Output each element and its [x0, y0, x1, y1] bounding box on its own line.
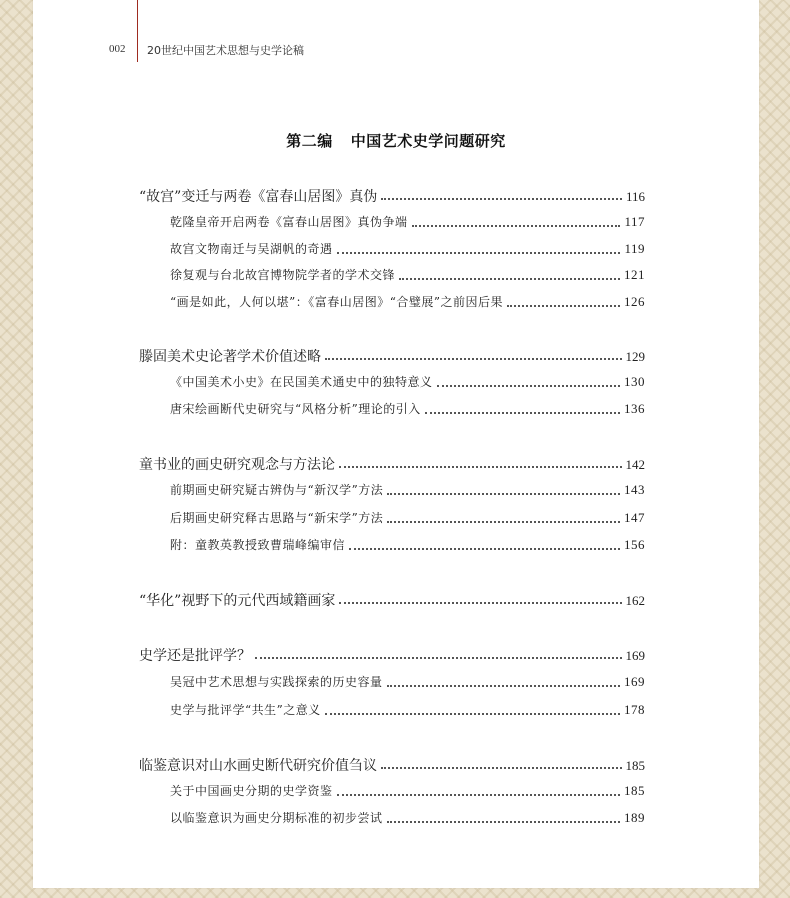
toc-section-title: 唐宋绘画断代史研究与“风格分析”理论的引入 — [170, 402, 421, 416]
toc-page-number: 136 — [624, 401, 645, 416]
toc-chapter-title: “故宫”变迁与两卷《富春山居图》真伪 — [139, 189, 378, 205]
leader-dots — [339, 601, 621, 604]
toc-page-number: 143 — [624, 482, 645, 497]
toc-section-title: 史学与批评学“共生”之意义 — [170, 703, 321, 717]
toc-page-number: 162 — [625, 593, 645, 608]
leader-dots — [325, 712, 620, 715]
toc-section[interactable] — [170, 240, 645, 258]
toc-section[interactable] — [170, 509, 645, 527]
leader-dots — [387, 820, 620, 823]
toc-page-number: 116 — [625, 189, 645, 204]
toc-section-title: “画是如此，人何以堪”：《富春山居图》“合璧展”之前因后果 — [170, 295, 504, 309]
toc-section[interactable] — [170, 373, 645, 391]
toc-page-number: 129 — [625, 349, 645, 364]
toc-chapter[interactable] — [139, 645, 645, 663]
leader-dots — [255, 656, 622, 659]
toc-section-title: 前期画史研究疑古辨伪与“新汉学”方法 — [170, 483, 384, 497]
toc-section-title: 关于中国画史分期的史学资鉴 — [170, 784, 333, 798]
toc-page-number: 142 — [625, 457, 645, 472]
leader-dots — [387, 520, 620, 523]
toc-section-title: 以临鉴意识为画史分期标准的初步尝试 — [170, 811, 383, 825]
toc-section[interactable] — [170, 673, 645, 691]
part-title: 中国艺术史学问题研究 — [350, 132, 506, 150]
toc-chapter-title: 史学还是批评学？ — [139, 648, 251, 664]
toc-chapter[interactable] — [139, 755, 645, 773]
header-page-number: 002 — [109, 43, 126, 55]
toc-chapter-title: 临鉴意识对山水画史断代研究价值刍议 — [139, 758, 377, 774]
toc-page-number: 185 — [625, 758, 645, 773]
toc-page-number: 147 — [624, 510, 645, 525]
leader-dots — [507, 304, 620, 307]
leader-dots — [425, 411, 620, 414]
leader-dots — [337, 251, 621, 254]
leader-dots — [337, 793, 620, 796]
header-book-title: 20世纪中国艺术思想与史学论稿 — [147, 44, 304, 57]
leader-dots — [412, 224, 621, 227]
toc-section-title: 《中国美术小史》在民国美术通史中的独特意义 — [170, 375, 433, 389]
toc-chapter-title: 童书业的画史研究观念与方法论 — [139, 457, 335, 473]
toc-page-number: 189 — [624, 810, 645, 825]
toc-page-number: 117 — [624, 214, 645, 229]
toc-page-number: 185 — [624, 783, 645, 798]
toc-section-title: 乾隆皇帝开启两卷《富春山居图》真伪争端 — [170, 215, 408, 229]
toc-page-number: 126 — [624, 294, 645, 309]
toc-section[interactable] — [170, 701, 645, 719]
toc-section-title: 吴冠中艺术思想与实践探索的历史容量 — [170, 675, 383, 689]
leader-dots — [387, 684, 620, 687]
toc-chapter-title: 滕固美术史论著学术价值述略 — [139, 349, 321, 365]
toc-chapter[interactable] — [139, 454, 645, 472]
toc-chapter-title: “华化”视野下的元代西域籍画家 — [139, 593, 336, 609]
toc-section[interactable] — [170, 266, 645, 284]
toc-page-number: 121 — [624, 267, 645, 282]
toc-chapter[interactable] — [139, 590, 645, 608]
leader-dots — [381, 766, 622, 769]
toc-section[interactable] — [170, 293, 645, 311]
part-heading — [33, 130, 759, 151]
toc-section-title: 后期画史研究释古思路与“新宋学”方法 — [170, 511, 384, 525]
toc-chapter[interactable] — [139, 346, 645, 364]
toc-section[interactable] — [170, 400, 645, 418]
leader-dots — [325, 357, 622, 360]
toc-page-number: 119 — [624, 241, 645, 256]
toc-section[interactable] — [170, 536, 645, 554]
part-number: 第二编 — [286, 132, 333, 150]
toc-chapter[interactable] — [139, 186, 645, 204]
book-page — [33, 0, 759, 888]
toc-page-number: 178 — [624, 702, 645, 717]
toc-section[interactable] — [170, 213, 645, 231]
toc-page-number: 156 — [624, 537, 645, 552]
leader-dots — [339, 465, 622, 468]
leader-dots — [387, 492, 620, 495]
toc-page-number: 130 — [624, 374, 645, 389]
toc-section[interactable] — [170, 481, 645, 499]
toc-section[interactable] — [170, 809, 645, 827]
toc-section-title: 故宫文物南迁与吴湖帆的奇遇 — [170, 242, 333, 256]
toc-section[interactable] — [170, 782, 645, 800]
leader-dots — [349, 547, 620, 550]
header-divider — [137, 0, 138, 62]
leader-dots — [437, 384, 620, 387]
toc-page-number: 169 — [624, 674, 645, 689]
toc-section-title: 徐复观与台北故宫博物院学者的学术交锋 — [170, 268, 396, 282]
leader-dots — [399, 277, 620, 280]
toc-page-number: 169 — [625, 648, 645, 663]
leader-dots — [381, 197, 622, 200]
toc-section-title: 附：童教英教授致曹瑞峰编审信 — [170, 538, 346, 552]
